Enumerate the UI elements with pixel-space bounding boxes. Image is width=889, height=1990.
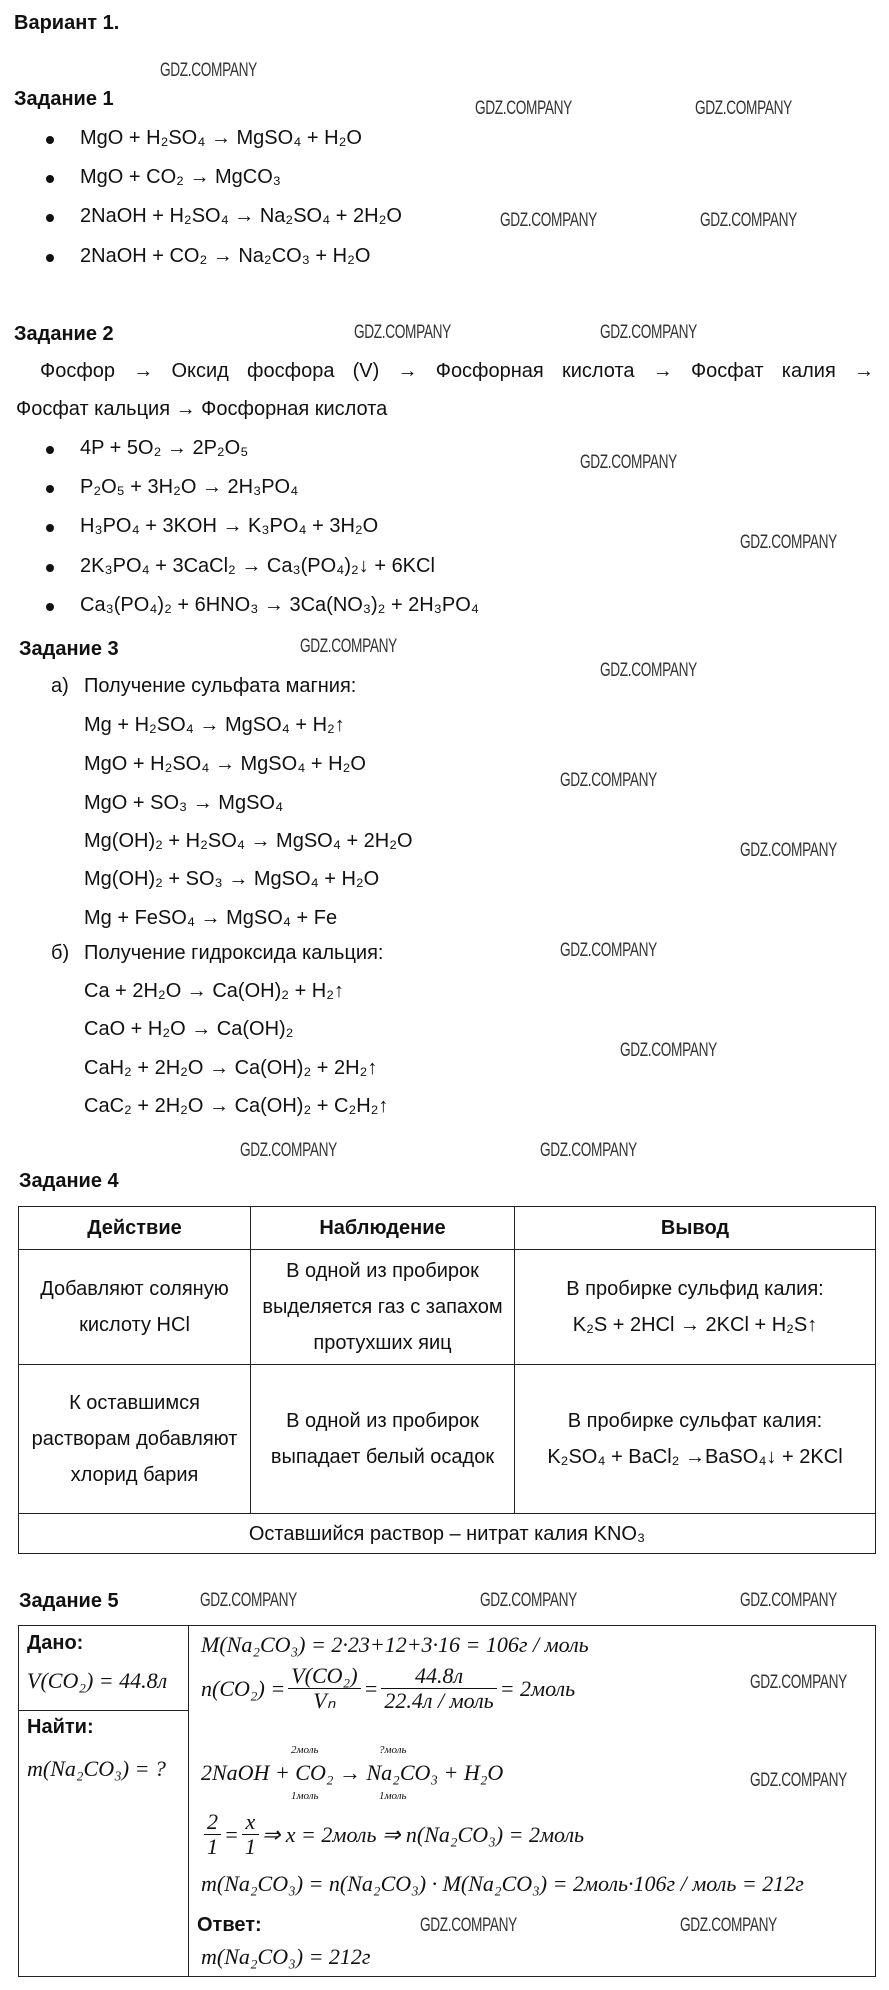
footer-cell: Оставшийся раствор – нитрат калия KNO₃ (19, 1514, 876, 1554)
watermark: GDZ.COMPANY (740, 840, 837, 861)
bullet-icon (46, 485, 54, 493)
divider (188, 1625, 189, 1976)
observation-cell: В одной из пробирок выпадает белый осадок (251, 1365, 515, 1514)
equation: MgO + SO₃ → MgSO₄ (84, 792, 284, 814)
equals: = (224, 1821, 239, 1847)
proportion-result: ⇒ x = 2моль ⇒ n(Na₂CO₃) = 2моль (261, 1821, 585, 1847)
table-row (19, 1365, 876, 1514)
watermark: GDZ.COMPANY (740, 532, 837, 553)
watermark: GDZ.COMPANY (475, 98, 572, 119)
conclusion-text: В пробирке сульфат калия: (567, 1410, 823, 1432)
annotation: ?моль (379, 1744, 407, 1756)
equals: = (363, 1675, 379, 1701)
bullet-icon (46, 175, 54, 183)
conclusion-cell (515, 1365, 876, 1514)
task1-heading: Задание 1 (14, 88, 114, 110)
part-a-label: а) (51, 675, 69, 697)
find-value: m(Na₂CO₃) = ? (27, 1756, 166, 1781)
annotation: 1моль (379, 1790, 407, 1802)
task4-heading: Задание 4 (19, 1170, 119, 1192)
answer-label: Ответ: (197, 1914, 262, 1936)
annotation: 1моль (291, 1790, 319, 1802)
n-lhs: n(CO₂) = (201, 1675, 286, 1701)
watermark: GDZ.COMPANY (354, 322, 451, 343)
conclusion-cell (515, 1250, 876, 1365)
task2-heading: Задание 2 (14, 323, 114, 345)
numerator: x (242, 1810, 259, 1835)
equation: Mg(OH)₂ + SO₃ → MgSO₄ + H₂O (84, 868, 380, 890)
bullet-icon (46, 564, 54, 572)
equation: Mg + H₂SO₄ → MgSO₄ + H₂↑ (84, 714, 345, 736)
n-result: = 2моль (499, 1675, 576, 1701)
denominator: 1 (244, 1834, 256, 1859)
watermark: GDZ.COMPANY (160, 60, 257, 81)
watermark: GDZ.COMPANY (560, 940, 657, 961)
chain-line-2: Фосфат кальция → Фосфорная кислота (16, 398, 388, 420)
watermark: GDZ.COMPANY (695, 98, 792, 119)
proportion-formula (201, 1810, 584, 1859)
equation: Ca + 2H₂O → Ca(OH)₂ + H₂↑ (84, 980, 345, 1002)
watermark: GDZ.COMPANY (700, 210, 797, 231)
chain-line-1: Фосфор → Оксид фосфора (V) → Фосфорная кислота → Фосфат калия → (40, 360, 874, 382)
watermark: GDZ.COMPANY (750, 1770, 847, 1791)
answer-value: m(Na₂CO₃) = 212г (201, 1944, 371, 1969)
part-b-title: Получение гидроксида кальция: (84, 942, 384, 964)
watermark: GDZ.COMPANY (580, 452, 677, 473)
equation: CaC₂ + 2H₂O → Ca(OH)₂ + C₂H₂↑ (84, 1095, 389, 1117)
moles-formula (201, 1664, 575, 1713)
numerator: 44.8л (381, 1664, 496, 1689)
part-b-label: б) (51, 942, 70, 964)
task3-heading: Задание 3 (19, 638, 119, 660)
bullet-icon (46, 214, 54, 222)
watermark: GDZ.COMPANY (240, 1140, 337, 1161)
watermark: GDZ.COMPANY (560, 770, 657, 791)
divider (19, 1710, 189, 1711)
equation: CaH₂ + 2H₂O → Ca(OH)₂ + 2H₂↑ (84, 1057, 378, 1079)
equation: MgO + H₂SO₄ → MgSO₄ + H₂O (80, 127, 362, 149)
fraction (242, 1810, 259, 1859)
numerator: 2 (204, 1810, 221, 1835)
header-observation: Наблюдение (251, 1207, 515, 1250)
equation: MgO + H₂SO₄ → MgSO₄ + H₂O (84, 753, 366, 775)
watermark: GDZ.COMPANY (750, 1672, 847, 1693)
annotation: 2моль (291, 1744, 319, 1756)
numerator: V(CO₂) (288, 1664, 360, 1689)
equation: 2NaOH + CO₂ → Na₂CO₃ + H₂O (80, 245, 371, 267)
observation-cell: В одной из пробирок выделяется газ с запахом протухших яиц (251, 1250, 515, 1365)
watermark: GDZ.COMPANY (420, 1915, 517, 1936)
equation: P₂O₅ + 3H₂O → 2H₃PO₄ (80, 476, 299, 498)
bullet-icon (46, 446, 54, 454)
equation: H₃PO₄ + 3KOH → K₃PO₄ + 3H₂O (80, 515, 379, 537)
table-row (19, 1250, 876, 1365)
conclusion-equation: K₂S + 2HCl → 2KCl + H₂S↑ (572, 1314, 818, 1336)
watermark: GDZ.COMPANY (600, 322, 697, 343)
equation: 2K₃PO₄ + 3CaCl₂ → Ca₃(PO₄)₂↓ + 6KCl (80, 555, 435, 577)
find-label: Найти: (27, 1716, 94, 1738)
denominator: 1 (207, 1834, 218, 1859)
mass-formula: m(Na₂CO₃) = n(Na₂CO₃) · M(Na₂CO₃) = 2моль·106г / моль = 212г (201, 1871, 804, 1896)
denominator: 22.4л / моль (384, 1688, 494, 1713)
watermark: GDZ.COMPANY (740, 1590, 837, 1611)
fraction (204, 1810, 221, 1859)
equation: CaO + H₂O → Ca(OH)₂ (84, 1018, 294, 1040)
equation: 2NaOH + H₂SO₄ → Na₂SO₄ + 2H₂O (80, 205, 402, 227)
part-a-title: Получение сульфата магния: (84, 675, 357, 697)
equation: 4P + 5O₂ → 2P₂O₅ (80, 437, 249, 459)
task5-heading: Задание 5 (19, 1590, 119, 1612)
header-action: Действие (19, 1207, 251, 1250)
equation: MgO + CO₂ → MgCO₃ (80, 166, 281, 188)
bullet-icon (46, 254, 54, 262)
fraction (288, 1664, 360, 1713)
watermark: GDZ.COMPANY (600, 660, 697, 681)
table-footer-row (19, 1514, 876, 1554)
experiment-table (18, 1206, 876, 1554)
page-title: Вариант 1. (14, 12, 120, 34)
reaction-equation: 2NaOH + CO₂ → Na₂CO₃ + H₂O (201, 1760, 504, 1785)
watermark: GDZ.COMPANY (480, 1590, 577, 1611)
molar-mass-formula: M(Na₂CO₃) = 2·23+12+3·16 = 106г / моль (201, 1632, 589, 1657)
watermark: GDZ.COMPANY (200, 1590, 297, 1611)
table-header-row (19, 1207, 876, 1250)
bullet-icon (46, 603, 54, 611)
action-cell: Добавляют соляную кислоту HCl (19, 1250, 251, 1365)
watermark: GDZ.COMPANY (620, 1040, 717, 1061)
given-value: V(CO₂) = 44.8л (27, 1668, 168, 1693)
bullet-icon (46, 524, 54, 532)
action-cell: К оставшимся растворам добавляют хлорид бария (19, 1365, 251, 1514)
watermark: GDZ.COMPANY (300, 636, 397, 657)
conclusion-text: В пробирке сульфид калия: (566, 1278, 824, 1300)
watermark: GDZ.COMPANY (540, 1140, 637, 1161)
equation: Mg(OH)₂ + H₂SO₄ → MgSO₄ + 2H₂O (84, 830, 413, 852)
equation: Mg + FeSO₄ → MgSO₄ + Fe (84, 907, 338, 929)
denominator: Vₙ (313, 1688, 336, 1713)
equation: Ca₃(PO₄)₂ + 6HNO₃ → 3Ca(NO₃)₂ + 2H₃PO₄ (80, 594, 479, 616)
fraction (381, 1664, 496, 1713)
header-conclusion: Вывод (515, 1207, 876, 1250)
watermark: GDZ.COMPANY (500, 210, 597, 231)
conclusion-equation: K₂SO₄ + BaCl₂ →BaSO₄↓ + 2KCl (547, 1446, 843, 1468)
given-label: Дано: (27, 1632, 84, 1654)
watermark: GDZ.COMPANY (680, 1915, 777, 1936)
bullet-icon (46, 136, 54, 144)
